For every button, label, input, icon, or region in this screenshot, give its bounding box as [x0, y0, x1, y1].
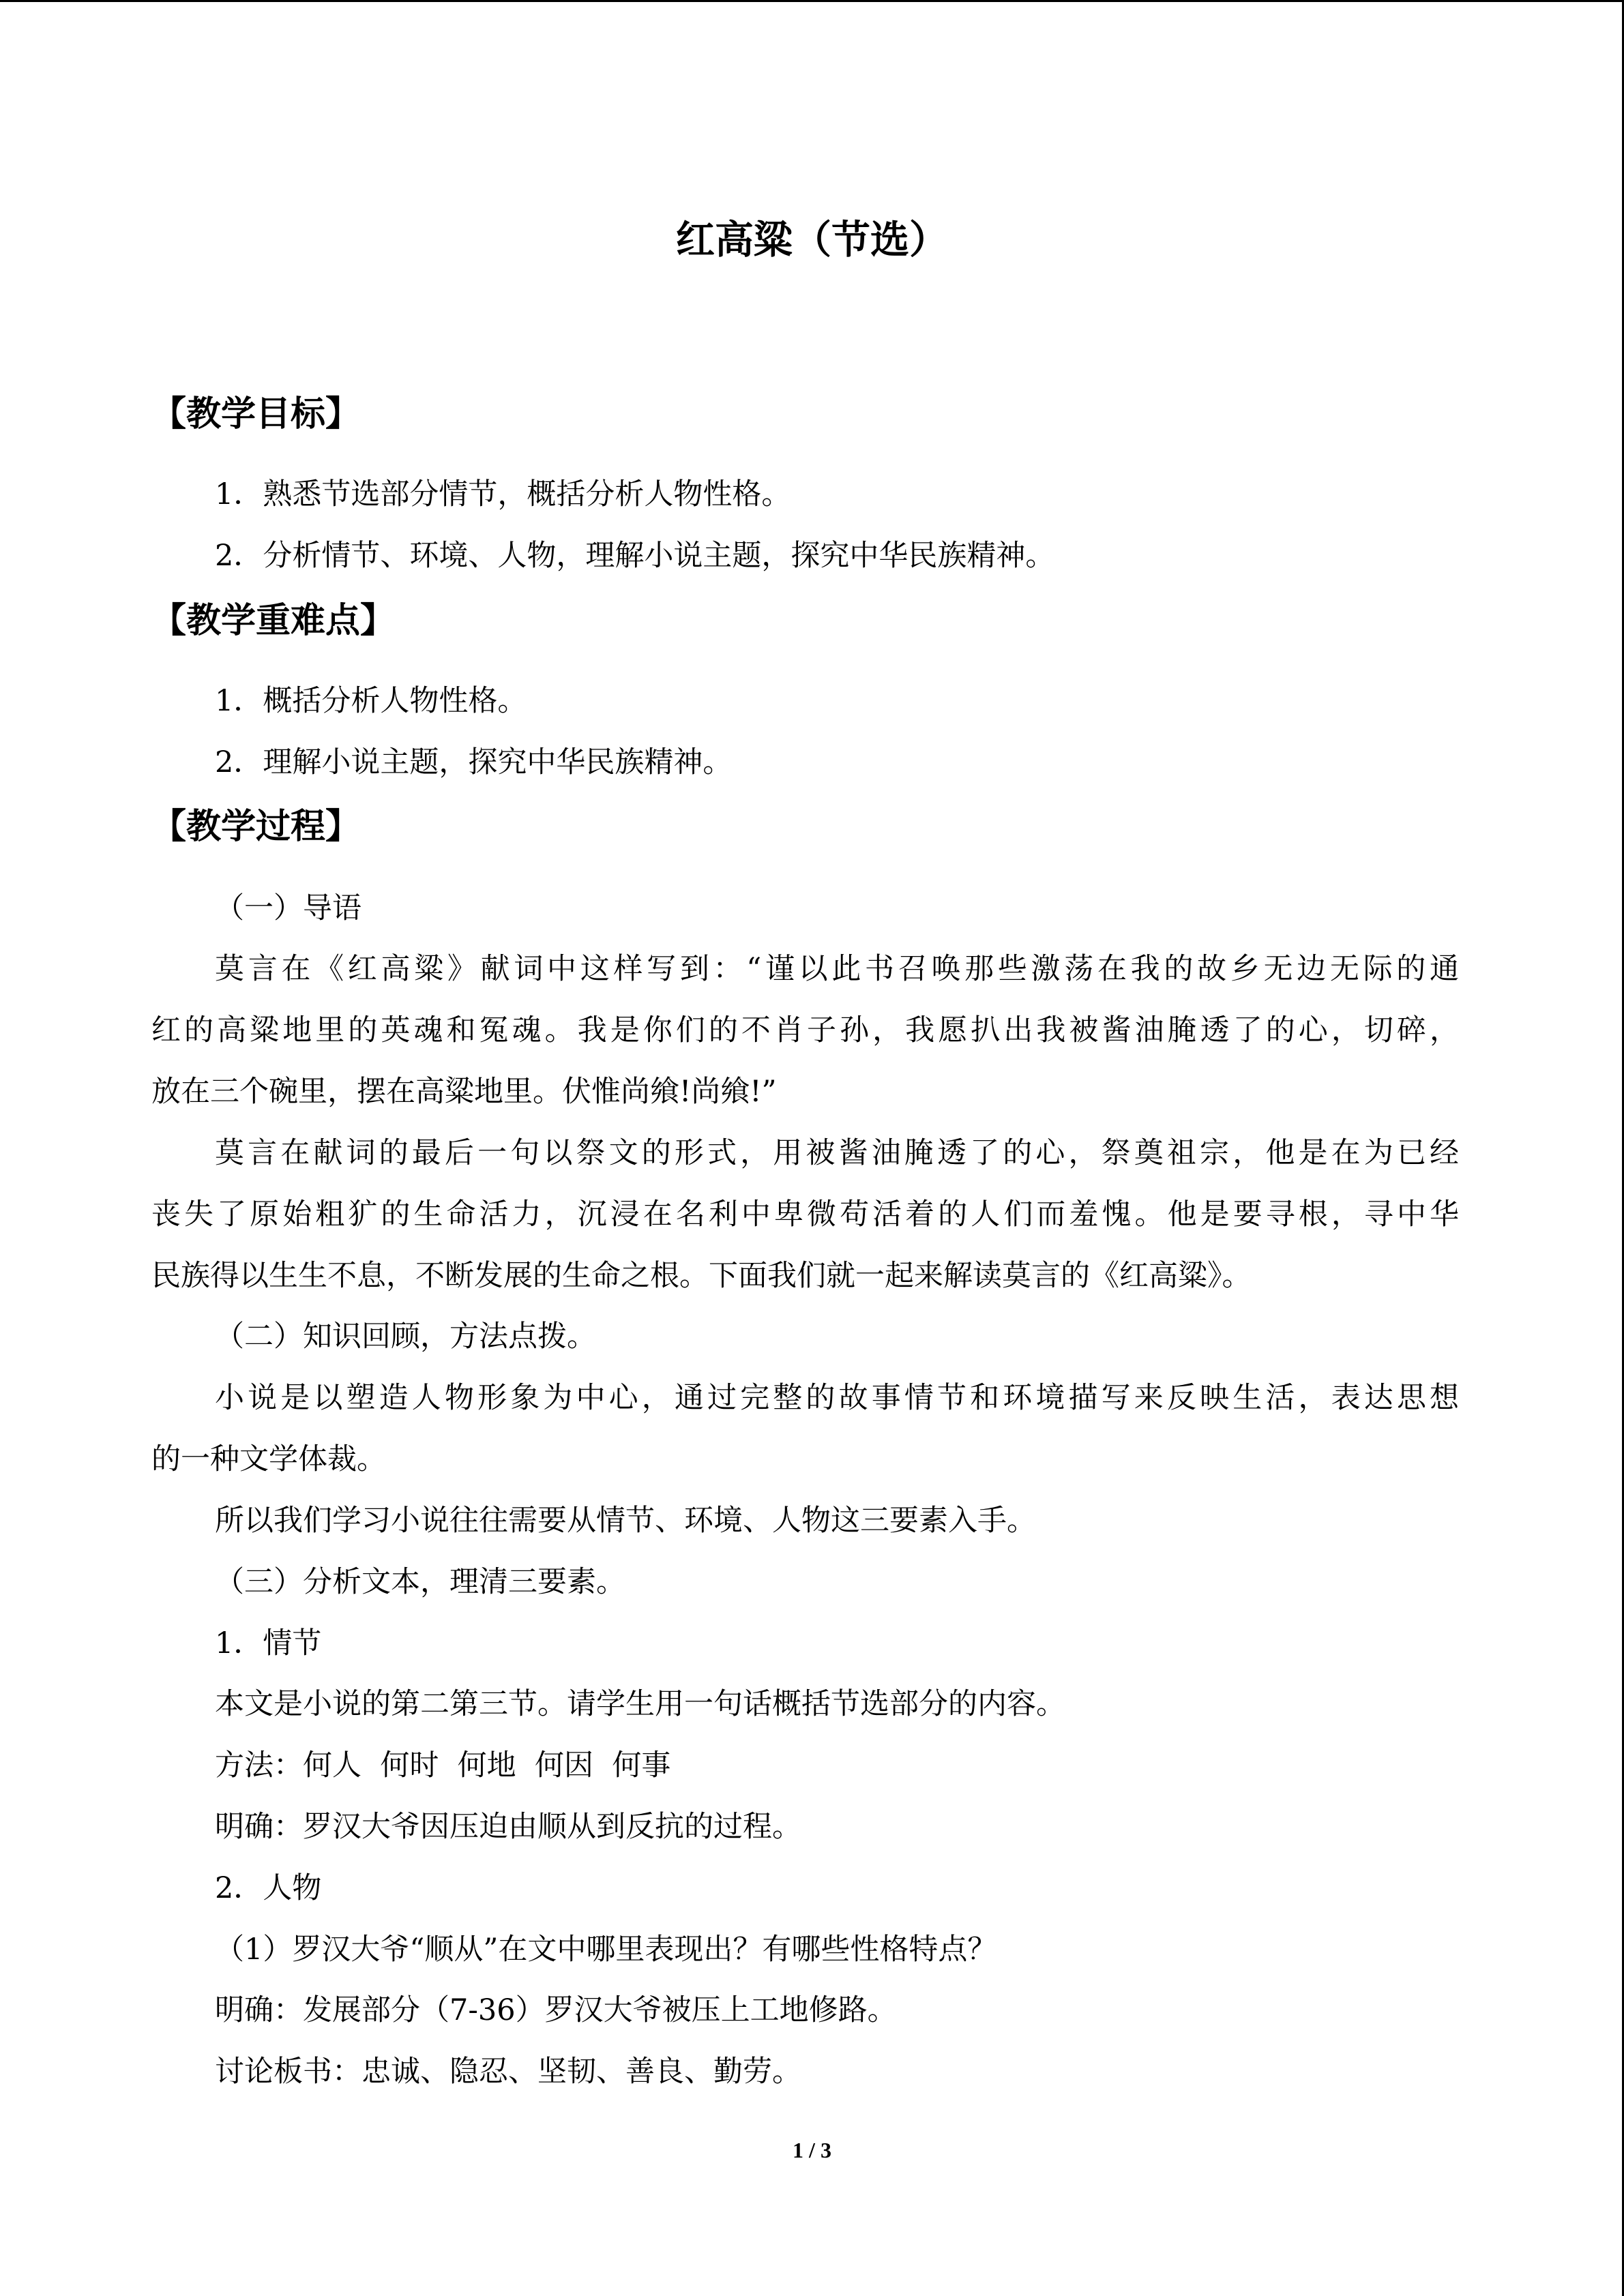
key-point-item: 1．概括分析人物性格。	[215, 684, 527, 718]
page-number: 1 / 3	[793, 2138, 831, 2162]
process-line: 莫言在《红高粱》献词中这样写到：“谨以此书召唤那些激荡在我的故乡无边无际的通	[215, 952, 1459, 986]
process-line: 本文是小说的第二第三节。请学生用一句话概括节选部分的内容。	[215, 1687, 1065, 1721]
process-line: （一）导语	[215, 891, 361, 925]
section-heading-key-points: 【教学重难点】	[151, 600, 396, 641]
process-line: 红的高粱地里的英魂和冤魂。我是你们的不肖子孙，我愿扒出我被酱油腌透了的心，切碎，	[151, 1013, 1459, 1047]
document-title: 红高粱（节选）	[676, 217, 948, 263]
process-line: 所以我们学习小说往往需要从情节、环境、人物这三要素入手。	[215, 1504, 1036, 1538]
process-line: 民族得以生生不息，不断发展的生命之根。下面我们就一起来解读莫言的《红高粱》。	[151, 1259, 1252, 1293]
process-line: 的一种文学体裁。	[151, 1442, 386, 1476]
process-line: 1．情节	[215, 1626, 322, 1660]
process-line: （三）分析文本，理清三要素。	[215, 1565, 625, 1599]
objective-item: 2．分析情节、环境、人物，理解小说主题，探究中华民族精神。	[215, 539, 1055, 573]
objective-item: 1．熟悉节选部分情节，概括分析人物性格。	[215, 477, 791, 511]
process-line: 2．人物	[215, 1871, 322, 1905]
process-line: 放在三个碗里，摆在高粱地里。伏惟尚飨!尚飨!”	[151, 1075, 777, 1109]
process-line: 讨论板书：忠诚、隐忍、坚韧、善良、勤劳。	[215, 2055, 801, 2089]
section-heading-objectives: 【教学目标】	[151, 393, 361, 434]
process-line: 方法：何人 何时 何地 何因 何事	[215, 1748, 671, 1783]
process-line: 明确：罗汉大爷因压迫由顺从到反抗的过程。	[215, 1810, 801, 1844]
process-line: 明确：发展部分（7-36）罗汉大爷被压上工地修路。	[215, 1993, 897, 2027]
section-heading-process: 【教学过程】	[151, 806, 361, 847]
key-point-item: 2．理解小说主题，探究中华民族精神。	[215, 745, 733, 779]
process-line: 小说是以塑造人物形象为中心，通过完整的故事情节和环境描写来反映生活，表达思想	[215, 1381, 1459, 1415]
process-line: 莫言在献词的最后一句以祭文的形式，用被酱油腌透了的心，祭奠祖宗，他是在为已经	[215, 1136, 1459, 1170]
process-line: 丧失了原始粗犷的生命活力，沉浸在名利中卑微苟活着的人们而羞愧。他是要寻根，寻中华	[151, 1197, 1459, 1232]
process-line: （1）罗汉大爷“顺从”在文中哪里表现出？有哪些性格特点？	[215, 1933, 997, 1967]
process-line: （二）知识回顾，方法点拨。	[215, 1320, 596, 1354]
